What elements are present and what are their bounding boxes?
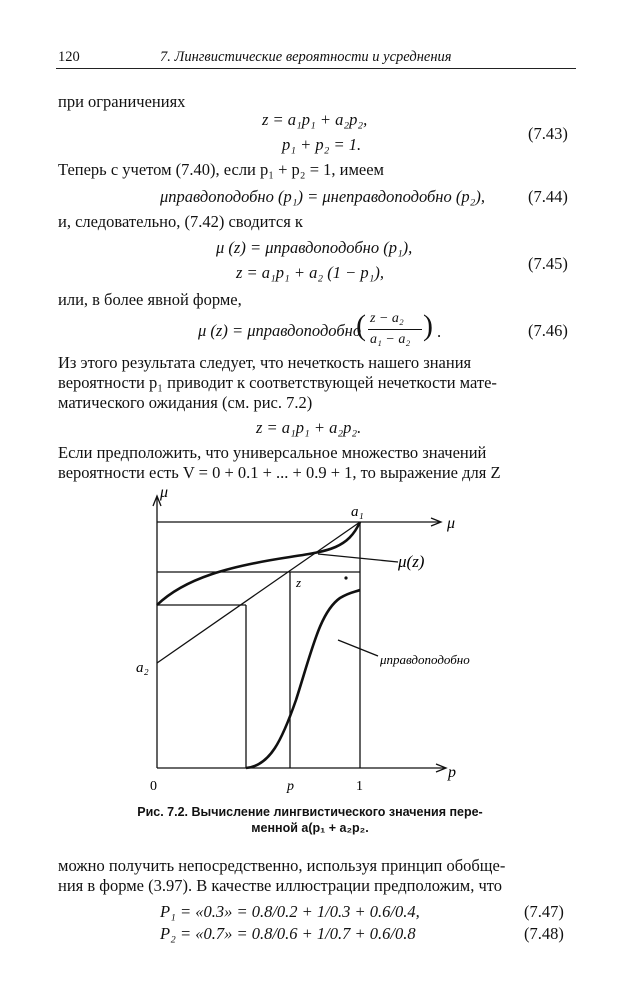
paragraph-1-line-1: Из этого результата следует, что нечеткость нашего знания — [58, 353, 472, 372]
text-line-now: Теперь с учетом (7.40), если p₁ + p₂ = 1, имеем — [58, 160, 384, 179]
equation-7-43-a: z = a₁p₁ + a₂p₂, — [262, 110, 368, 129]
equation-number-7-46: (7.46) — [528, 321, 568, 340]
equation-7-48: P₂ = «0.7» = 0.8/0.6 + 1/0.7 + 0.6/0.8 — [160, 924, 416, 943]
fraction-numerator: z − a₂ — [370, 311, 404, 326]
equation-number-7-47: (7.47) — [524, 902, 564, 921]
x-axis-label: p — [448, 764, 456, 781]
equation-7-44: μправдоподобно (p₁) = μнеправдоподобно (p₂), — [160, 187, 485, 206]
dot-marker — [344, 576, 347, 579]
chapter-title: 7. Лингвистические вероятности и усреднения — [160, 49, 452, 65]
label-a2: a₂ — [136, 660, 149, 676]
right-axis-label: μ — [447, 515, 456, 532]
equation-number-7-44: (7.44) — [528, 187, 568, 206]
label-mu-pravdopodobno: μправдоподобно — [380, 652, 470, 667]
paragraph-2-line-1: Если предположить, что универсальное множество значений — [58, 443, 487, 462]
caption-line-2: менной a(p₁ + a₂p₂. — [251, 821, 369, 835]
equation-7-45-a: μ (z) = μправдоподобно (p₁), — [216, 238, 413, 257]
tick-0: 0 — [150, 779, 157, 794]
equation-7-47: P₁ = «0.3» = 0.8/0.2 + 1/0.3 + 0.6/0.4, — [160, 902, 420, 921]
paragraph-3-line-2: ния в форме (3.97). В качестве иллюстрации предположим, что — [58, 876, 503, 895]
text-line-reduces: и, следовательно, (7.42) сводится к — [58, 212, 303, 231]
tick-p: p — [287, 779, 294, 794]
paragraph-2-line-2: вероятности есть V = 0 + 0.1 + ... + 0.9 + 1, то выражение для Z — [58, 463, 501, 482]
equation-period: . — [437, 322, 442, 341]
page-number: 120 — [58, 49, 80, 65]
text-line-explicit: или, в более явной форме, — [58, 290, 242, 309]
equation-number-7-48: (7.48) — [524, 924, 564, 943]
equation-number-7-43: (7.43) — [528, 124, 568, 143]
fraction-denominator: a₁ − a₂ — [370, 332, 411, 347]
tick-1: 1 — [356, 779, 363, 794]
pointer-mu-z — [318, 554, 398, 562]
diagonal-line — [157, 522, 360, 663]
y-axis-label: μ — [160, 484, 169, 501]
paragraph-1-line-2: вероятности p₁ приводит к соответствующей нечеткости мате- — [58, 373, 497, 392]
caption-line-1: Рис. 7.2. Вычисление лингвистического значения пере- — [137, 805, 483, 819]
equation-expectation: z = a₁p₁ + a₂p₂. — [256, 418, 362, 437]
equation-7-45-b: z = a₁p₁ + a₂ (1 − p₁), — [236, 263, 385, 282]
label-mu-z: μ(z) — [398, 552, 425, 571]
left-paren: ( — [356, 309, 366, 342]
equation-7-43-b: p₁ + p₂ = 1. — [282, 135, 362, 154]
right-paren: ) — [423, 309, 433, 342]
equation-7-46-lhs: μ (z) = μправдоподобно — [198, 321, 362, 340]
text-line-constraints: при ограничениях — [58, 92, 186, 111]
curve-mu-pravdopodobno — [246, 590, 360, 768]
equation-number-7-45: (7.45) — [528, 254, 568, 273]
paragraph-3-line-1: можно получить непосредственно, используя принцип обобще- — [58, 856, 506, 875]
label-z: z — [296, 575, 302, 590]
paragraph-1-line-3: матического ожидания (см. рис. 7.2) — [58, 393, 313, 412]
label-a1: a₁ — [351, 504, 364, 520]
pointer-mu-prav — [338, 640, 378, 656]
